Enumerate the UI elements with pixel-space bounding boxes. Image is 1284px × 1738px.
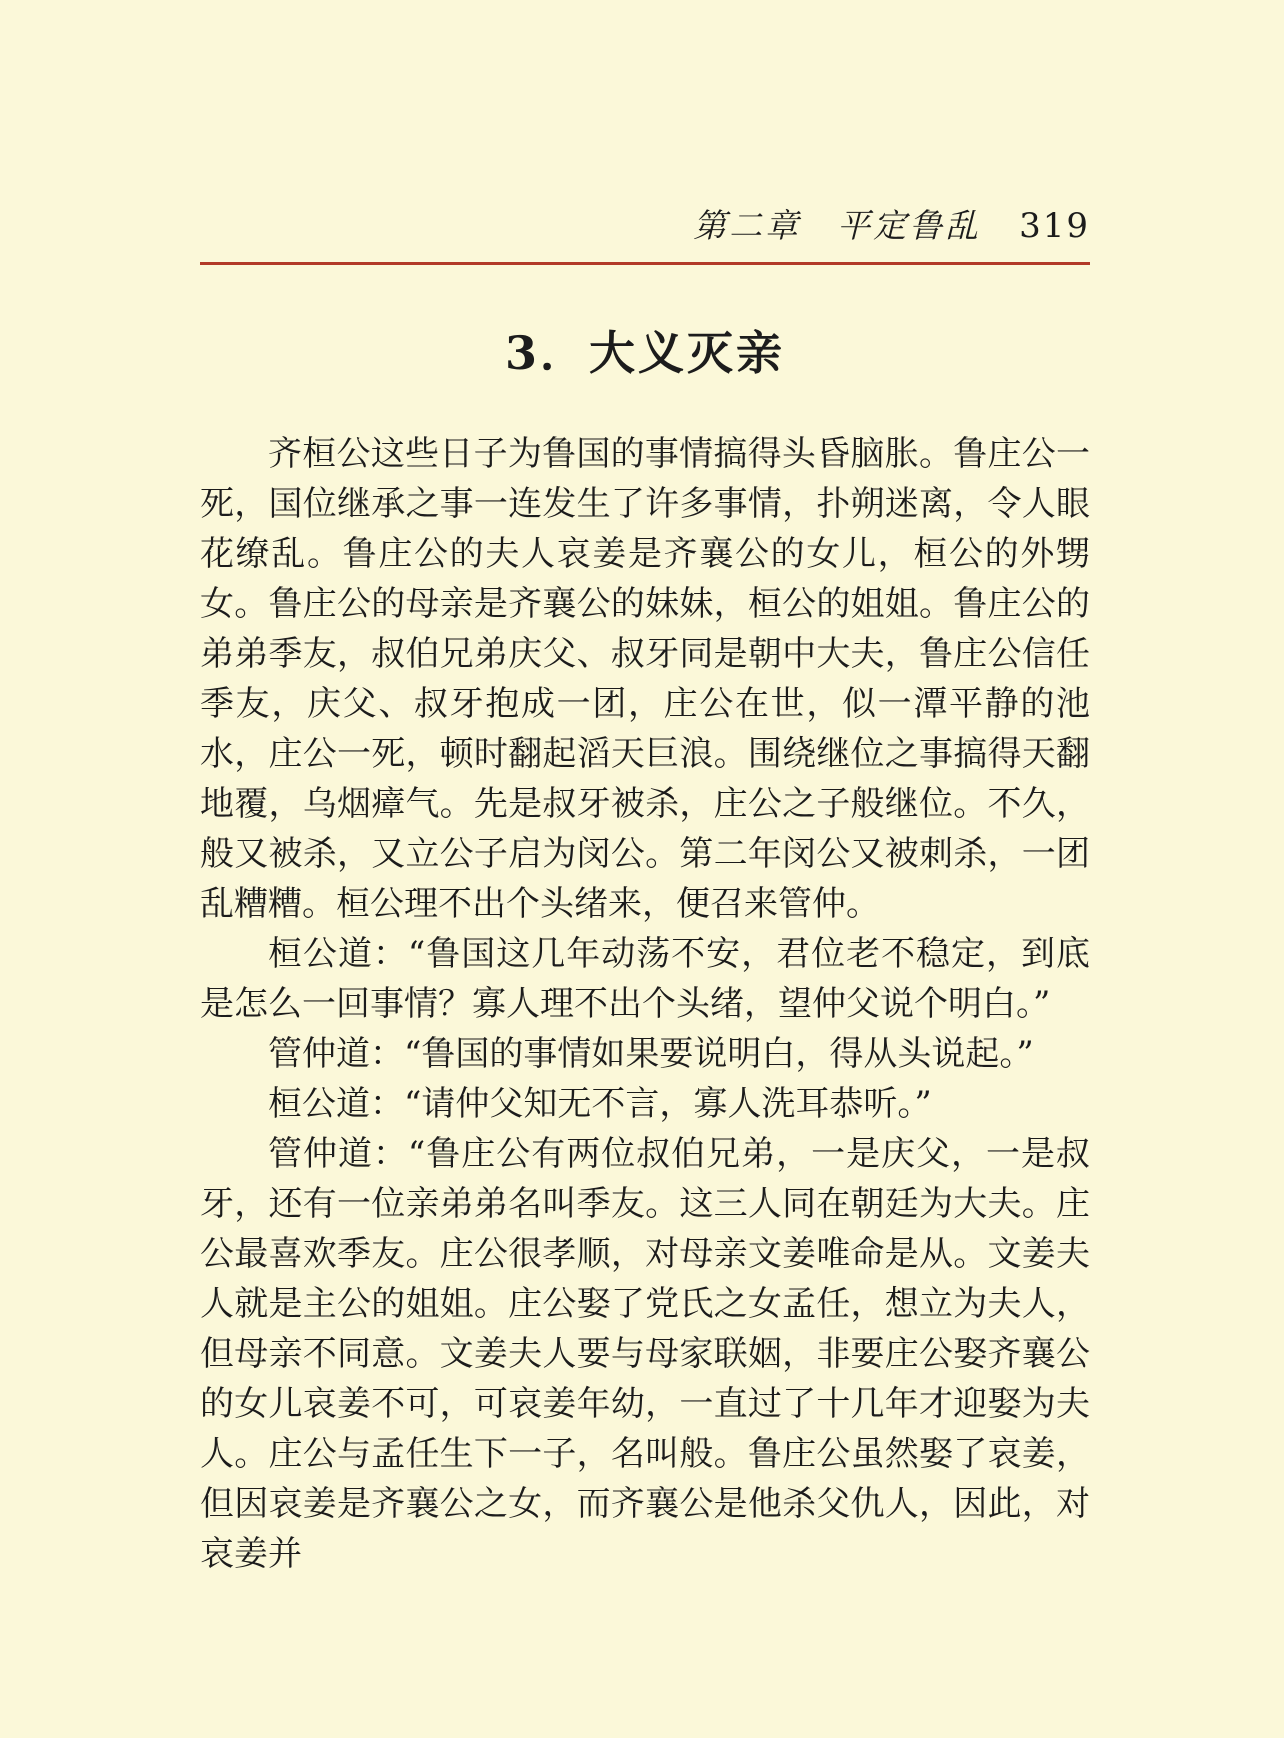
paragraph-4: 桓公道：“请仲父知无不言，寡人洗耳恭听。” xyxy=(268,1084,932,1124)
body-text xyxy=(200,429,1090,1579)
running-header xyxy=(200,206,1090,246)
text-column xyxy=(200,0,1090,1579)
chapter-heading: 第二章 平定鲁乱 xyxy=(693,206,982,245)
header-divider-rule xyxy=(200,262,1090,265)
paragraph-5: 管仲道：“鲁庄公有两位叔伯兄弟，一是庆父，一是叔牙，还有一位亲弟弟名叫季友。这三人同在朝廷为大夫。庄公最喜欢季友。庄公很孝顺，对母亲文姜唯命是从。文姜夫人就是主公的姐姐。庄公娶了党氏之女孟任，想立为夫人，但母亲不同意。文姜夫人要与母家联姻，非要庄公娶齐襄公的女儿哀姜不可，可哀姜年幼，一直过了十几年才迎娶为夫人。庄公与孟任生下一子，名叫般。鲁庄公虽然娶了哀姜，但因哀姜是齐襄公之女，而齐襄公是他杀父仇人，因此，对哀姜并 xyxy=(200,1134,1090,1574)
section-title: 3．大义灭亲 xyxy=(504,326,785,380)
page-number: 319 xyxy=(1019,206,1090,246)
paragraph-3: 管仲道：“鲁国的事情如果要说明白，得从头说起。” xyxy=(268,1034,1034,1074)
paragraph-2: 桓公道：“鲁国这几年动荡不安，君位老不稳定，到底是怎么一回事情？寡人理不出个头绪，望仲父说个明白。” xyxy=(200,934,1090,1024)
paragraph-1: 齐桓公这些日子为鲁国的事情搞得头昏脑胀。鲁庄公一死，国位继承之事一连发生了许多事情，扑朔迷离，令人眼花缭乱。鲁庄公的夫人哀姜是齐襄公的女儿，桓公的外甥女。鲁庄公的母亲是齐襄公的妹妹，桓公的姐姐。鲁庄公的弟弟季友，叔伯兄弟庆父、叔牙同是朝中大夫，鲁庄公信任季友，庆父、叔牙抱成一团，庄公在世，似一潭平静的池水，庄公一死，顿时翻起滔天巨浪。围绕继位之事搞得天翻地覆，乌烟瘴气。先是叔牙被杀，庄公之子般继位。不久，般又被杀，又立公子启为闵公。第二年闵公又被刺杀，一团乱糟糟。桓公理不出个头绪来，便召来管仲。 xyxy=(200,434,1090,924)
